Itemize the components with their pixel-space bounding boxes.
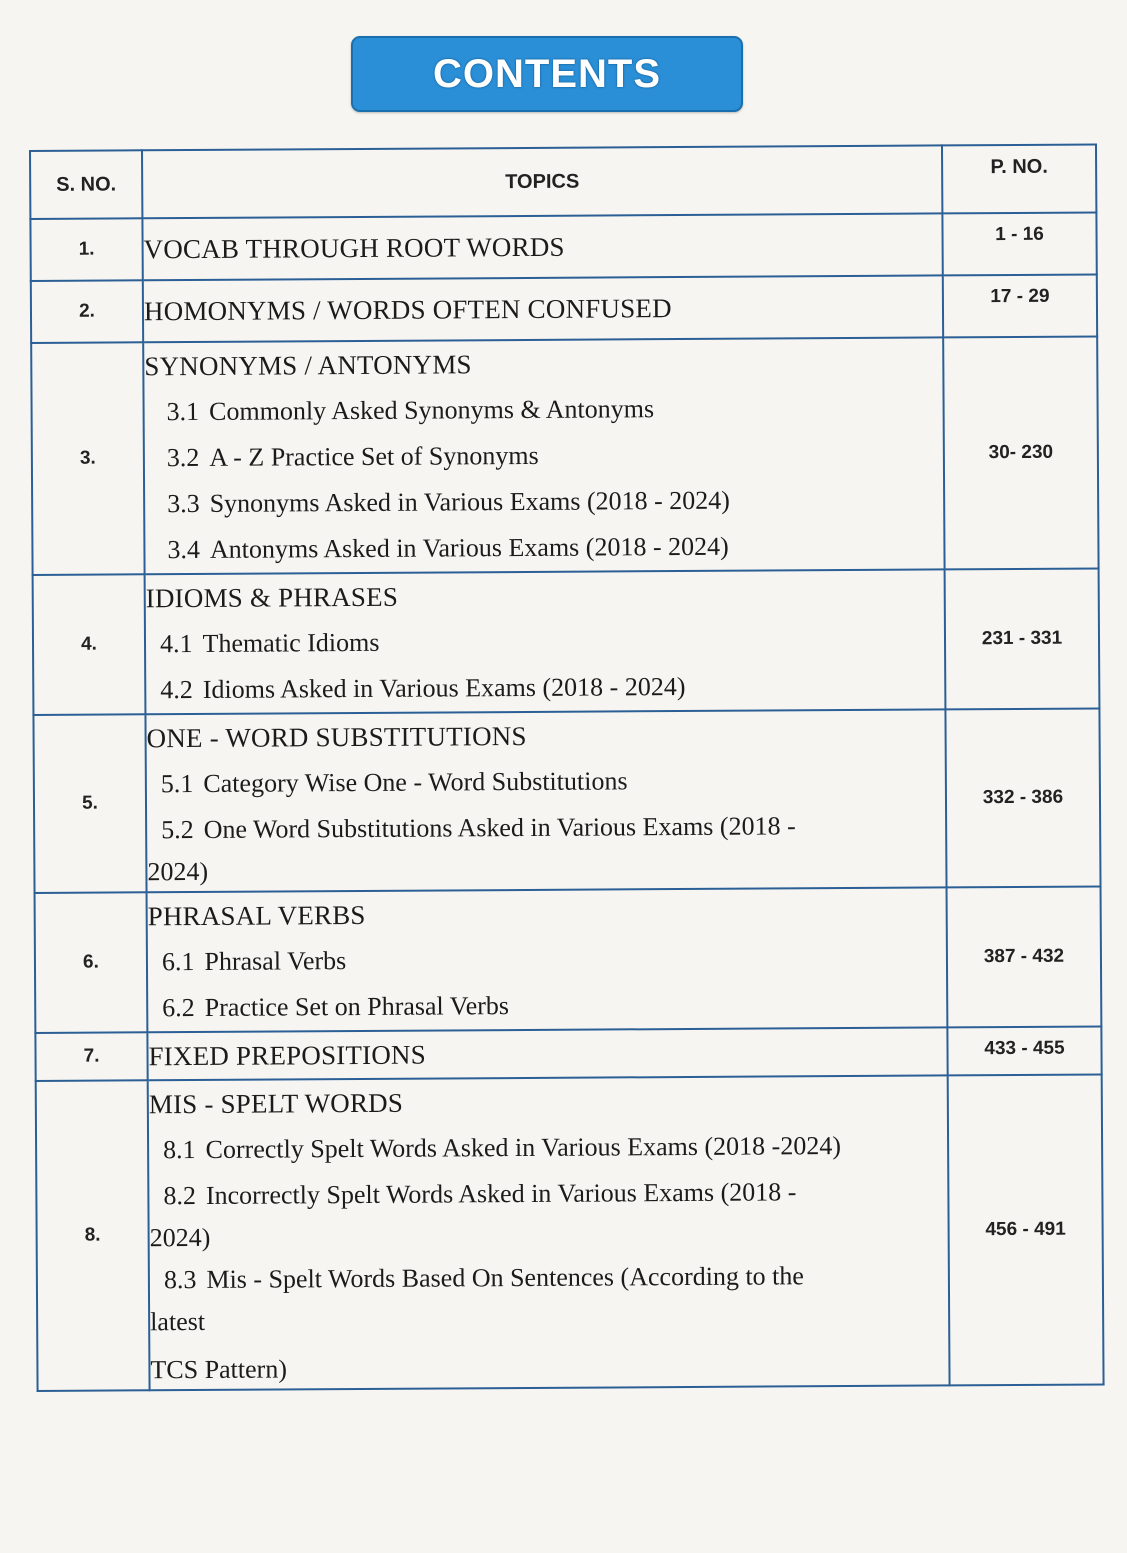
- table-row: [35, 886, 1102, 1033]
- row-pages: 231 - 331: [945, 568, 1100, 709]
- row-sno: 6.: [35, 892, 148, 1033]
- row-pages: 1 - 16: [942, 212, 1096, 275]
- row-sno: 8.: [36, 1080, 150, 1391]
- subtopic-text: Category Wise One - Word Substitutions: [203, 766, 628, 798]
- subtopic-text: Correctly Spelt Words Asked in Various Exams (2018 -2024): [205, 1131, 842, 1164]
- subtopic: [147, 802, 945, 853]
- row-pages: 30- 230: [943, 336, 1098, 569]
- row-sno: 7.: [35, 1032, 147, 1081]
- subtopic: [147, 756, 945, 807]
- subtopic-number: 4.1: [159, 629, 193, 659]
- chapter-title: HOMONYMS / WORDS OFTEN CONFUSED: [143, 293, 672, 327]
- row-pages: 456 - 491: [948, 1074, 1104, 1385]
- chapter-title: FIXED PREPOSITIONS: [148, 1039, 427, 1072]
- subtopic: [144, 384, 942, 435]
- row-sno: 3.: [31, 342, 144, 575]
- subtopic-number: 3.1: [166, 396, 200, 427]
- chapter-title: MIS - SPELT WORDS: [148, 1087, 404, 1120]
- subtopic-text: Mis - Spelt Words Based On Sentences (According to the: [206, 1261, 804, 1294]
- subtopic: [149, 1168, 947, 1219]
- row-pages: 332 - 386: [945, 708, 1100, 887]
- chapter-title: PHRASAL VERBS: [147, 899, 366, 932]
- subtopic: [145, 522, 943, 573]
- chapter-title: IDIOMS & PHRASES: [145, 581, 399, 614]
- subtopic: [146, 616, 944, 667]
- header-sno: S. NO.: [30, 150, 142, 219]
- subtopic-text: Idioms Asked in Various Exams (2018 - 2024): [202, 672, 686, 704]
- row-topic: [143, 275, 943, 342]
- header-topics: TOPICS: [142, 145, 942, 218]
- subtopic: [145, 476, 943, 527]
- subtopic-number: 6.2: [162, 993, 195, 1023]
- subtopic-number: 3.2: [166, 442, 200, 473]
- subtopic-continuation: 2024): [147, 856, 209, 887]
- chapter-title: VOCAB THROUGH ROOT WORDS: [143, 231, 565, 265]
- subtopic-text: A - Z Practice Set of Synonyms: [209, 440, 539, 472]
- subtopic-continuation: 2024): [149, 1222, 211, 1253]
- subtopic-text: Incorrectly Spelt Words Asked in Various Exams (2018 -: [205, 1177, 797, 1210]
- subtopic-continuation: TCS Pattern): [150, 1354, 288, 1385]
- chapter-title: ONE - WORD SUBSTITUTIONS: [146, 720, 527, 754]
- subtopic: [148, 980, 946, 1031]
- row-topic: [142, 213, 942, 280]
- table-row: [33, 568, 1100, 715]
- subtopic-number: 8.1: [163, 1135, 196, 1165]
- row-pages: 17 - 29: [943, 274, 1097, 337]
- row-pages: 387 - 432: [947, 886, 1102, 1027]
- contents-table: [29, 143, 1105, 1392]
- subtopic-number: 8.3: [163, 1264, 197, 1295]
- subtopic: [149, 1122, 947, 1173]
- row-sno: 4.: [33, 574, 146, 715]
- row-sno: 5.: [33, 714, 146, 893]
- subtopic-text: Practice Set on Phrasal Verbs: [204, 991, 510, 1022]
- table-row: [31, 274, 1097, 343]
- subtopic-number: 5.1: [160, 769, 194, 799]
- subtopic-number: 3.4: [167, 534, 201, 565]
- contents-banner: [351, 36, 743, 112]
- row-topic: [145, 569, 946, 714]
- subtopic-number: 6.1: [161, 947, 195, 977]
- row-topic: [147, 1027, 947, 1080]
- chapter-title: SYNONYMS / ANTONYMS: [144, 349, 472, 382]
- subtopic-continuation: latest: [150, 1306, 206, 1337]
- row-topic: [148, 1075, 950, 1390]
- subtopic-number: 4.2: [160, 675, 193, 705]
- row-topic: [143, 337, 944, 574]
- table-row: [36, 1074, 1104, 1391]
- subtopic-text: Synonyms Asked in Various Exams (2018 - 2024): [209, 485, 730, 518]
- header-page: P. NO.: [942, 144, 1096, 213]
- table-row: [33, 708, 1100, 893]
- table-row: [30, 212, 1096, 281]
- row-topic: [147, 887, 948, 1032]
- subtopic-number: 5.2: [161, 815, 194, 845]
- subtopic-number: 8.2: [163, 1181, 196, 1211]
- table-row: [31, 336, 1098, 575]
- row-sno: 1.: [30, 218, 142, 281]
- subtopic: [145, 430, 943, 481]
- table-row: [35, 1026, 1101, 1081]
- subtopic: [148, 934, 946, 985]
- subtopic-text: Thematic Idioms: [202, 627, 380, 658]
- subtopic-number: 3.3: [167, 488, 200, 519]
- row-pages: 433 - 455: [947, 1026, 1101, 1075]
- subtopic-text: One Word Substitutions Asked in Various Exams (2018 -: [203, 811, 796, 844]
- subtopic: [150, 1252, 948, 1303]
- header-row: [30, 144, 1096, 219]
- subtopic-text: Antonyms Asked in Various Exams (2018 - 2024): [209, 531, 729, 564]
- subtopic: [146, 662, 944, 713]
- row-sno: 2.: [31, 280, 143, 343]
- subtopic-text: Commonly Asked Synonyms & Antonyms: [209, 394, 655, 426]
- page-title: CONTENTS: [433, 51, 661, 96]
- row-topic: [145, 709, 946, 892]
- subtopic-text: Phrasal Verbs: [204, 946, 347, 976]
